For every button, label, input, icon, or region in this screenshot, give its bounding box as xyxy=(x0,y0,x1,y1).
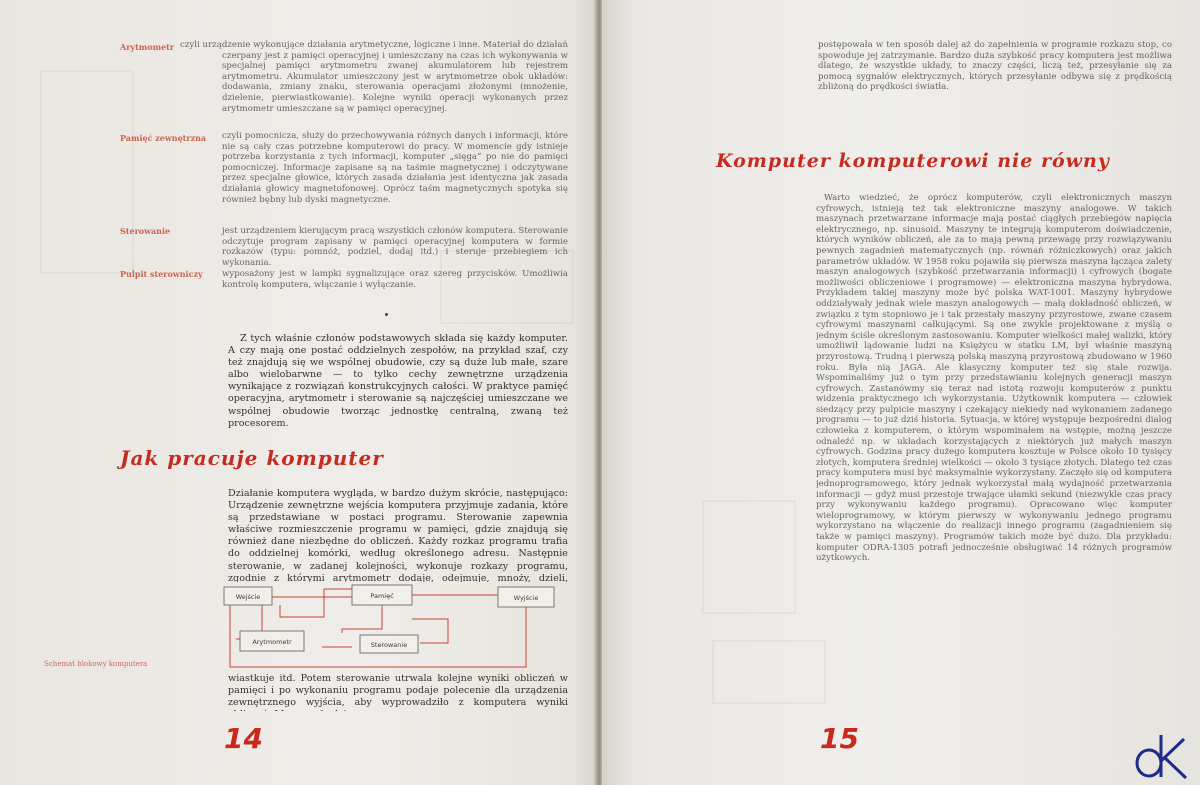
separator-dot xyxy=(385,313,388,316)
definition-pamiec-zewnetrzna: czyli pomocnicza, służy do przechowywania różnych danych i informacji, które nie są cały czas potrzebne komputerowi do pracy. W momencie gdy istnieje potrzeba korzystania z tych informacji, komputer „sięga” po nie do pamięci pomocniczej. Informacje zapisane są na taśmie magnetycznej i odczytywane przez specjalne głowice, których zasada działania jest identyczna jak zasada działania głowicy magnetofonowej. Oprócz taśm magnetycznych spotyka się również bębny lub dyski magnetyczne. xyxy=(222,131,568,205)
box-input-label: Wejście xyxy=(235,593,261,601)
section-body-right: Warto wiedzieć, że oprócz komputerów, czyli elektronicznych maszyn cyfrowych, istnieją też tak elektroniczne maszyny analogowe. W takich maszynach przetwarzane informacje mają postać ciągłych przebiegów napięcia elektrycznego, np. sinusoid. Maszyny te integrują komputerom doświadczenie, których wyników obliczeń, ale za to mają pewną przewagę przy rozwiązywaniu pewnych zagadnień matematycznych (np. równań różniczkowych) oraz jakich parametrów układów. W 1958 roku pojawiła się pierwsza maszyna łącząca zalety maszyn analogowych (szybkość przetwarzania informacji) i cyfrowych (bogate możliwości obliczeniowe i programowe) — elektroniczna maszyna hybrydowa. Przykładem takiej maszyny może być polska WAT-1001. Maszyny hybrydowe oddziaływały jednak wiele maszyn analogowych — małą dokładność obliczeń, w związku z tym stopniowo je i tak przestały maszyny przyrostowe, zwane czasem cyfrowymi maszynami całkującymi. Są one zwykle projektowane z myślą o jednym ściśle określonym zastosowaniu. Komputer wielkości małej walizki, który umożliwił lądowanie ludzi na Księżycu w statku LM, był właśnie maszyną przyrostową. Trudną i pierwszą polską maszyną przyrostową zbudowano w 1960 roku. Była nią JAGA. Ale klasyczny komputer też się stale rozwija. Wspominaliśmy już o tym przy przedstawianiu kolejnych generacji maszyn cyfrowych. Zastanówmy się teraz nad istotą rozwoju komputerów z punktu widzenia praktycznego ich wykorzystania. Użytkownik komputera — człowiek siedzący przy pulpicie maszyny i czekający niekiedy nad wykonaniem zadanego programu — to już dziś historia. Sytuacja, w której występuje bezpośredni dialog człowieka z komputerem, o którym wspominałem na wstępie, możną jeszcze odnaleźć np. w układach korzystających z niektórych już małych maszyn cyfrowych. Godzina pracy dużego komputera kosztuje w Polsce około 10 tysięcy złotych, komputera średniej wielkości — około 3 tysiące złotych. Dlatego też czas pracy komputera musi być maksymalnie wykorzystany. Zaczęło się od komputera jednoprogramowego, który jednak wykorzystał małą wydajność przetwarzania informacji — gdyż musi przestoje trwające ułamki sekund (niezwykle czas pracy przy wykonywaniu każdego programu). Opracowano więc komputer wieloprogramowy, w którym pierwszy w wykonywaniu jednego programu wykorzystano na włączenie do realizacji innego programu (zagadnieniem się także w pamięci maszyny). Programów takich może być dużo. Dla przykładu: komputer ODRA-1305 potrafi jednocześnie obsługiwać 14 różnych programów użytkowych. xyxy=(816,193,1172,564)
term-pulpit-sterowniczy: Pulpit sterowniczy xyxy=(120,269,203,279)
box-alu-label: Arytmometr xyxy=(252,638,292,646)
section-body-part-2: wiastkuje itd. Potem sterowanie utrwala kolejne wyniki obliczeń w pamięci i po wykonaniu programu podaje polecenie dla urządzenia zewnętrznego wyjścia, aby wyprowadziło z komputera wyniki xyxy=(228,673,568,709)
section-title-komputer-komputerowi: Komputer komputerowi nie równy xyxy=(716,150,1110,172)
term-sterowanie: Sterowanie xyxy=(120,226,171,236)
box-memory-label: Pamięć xyxy=(370,592,394,600)
diagram-caption: Schemat blokowy komputera xyxy=(44,660,148,668)
page-number-left: 14 xyxy=(224,722,263,755)
box-output-label: Wyjście xyxy=(513,594,539,602)
definition-arytmometr: czyli urządzenie wykonujące działania arytmetyczne, logiczne i inne. Materiał do działań czerpany jest z pamięci operacyjnej i umieszczany na czas ich wykonywania w specjalnej pamięci arytmometru zwanej akumulatorem lub rejestrem arytmometru. Akumulator umieszczony jest w arytmometrze obok układów: dodawania, zmiany znaku, sterowania operacjami złożonymi (mnożenie, dzielenie, pierwiastkowanie). Kolejne wyniki operacji wykonanych przez arytmometr umieszczane są w pamięci operacyjnej. xyxy=(180,40,568,114)
definition-pulpit-sterowniczy: wyposażony jest w lampki sygnalizujące oraz szereg przycisków. Umożliwia kontrolę komputera, włączanie i wyłączanie. xyxy=(222,269,568,290)
left-page xyxy=(0,0,596,785)
section-body-part-1: Działanie komputera wygląda, w bardzo dużym skrócie, następująco: Urządzenie zewnętrzne wejścia komputera przyjmuje zadania, które są przedstawiane w postaci programu. Sterowanie zapewnia właściwe rozmieszczenie programu w pamięci, gdzie znajdują się również dane niezbędne do obliczeń. Każdy rozkaz programu trafia do oddzielnej komórki, według określonego adresu. Następnie sterowanie, w zadanej kolejności, wykonuje rozkazy programu, zgodnie z którymi arytmometr dodaje, odejmuje, mnoży, dzieli, xyxy=(228,488,568,582)
show-through-illustration xyxy=(712,640,826,704)
box-control-label: Sterowanie xyxy=(370,641,408,649)
arrow-feedback xyxy=(280,589,352,617)
show-through-illustration xyxy=(702,500,796,614)
top-continuation-text: postępowała w ten sposób dalej aż do zapełnienia w programie rozkazu stop, co spowoduje jej zatrzymanie. Bardzo duża szybkość pracy komputera jest możliwa dlatego, że wszystkie układy, to znaczy części, liczą też, przesyłanie się za pomocą sygnałów elektrycznych, których przesyłanie odbywa się z prędkością zbliżoną do prędkości światła. xyxy=(818,40,1172,93)
summary-paragraph: Z tych właśnie członów podstawowych składa się każdy komputer. A czy mają one postać oddzielnych zespołów, na przykład szaf, czy też znajdują się we wspólnej obudowie, czy są duże lub małe, szare albo wielobarwne — to tylko cechy zewnętrzne urządzenia wynikające z rozwiązań konstrukcyjnych całości. W praktyce pamięć operacyjna, arytmometr i sterowanie są najczęściej umieszczane we wspólnej obudowie tworząc jednostkę centralną, zwaną też procesorem. xyxy=(228,333,568,429)
arrow-memory-alu xyxy=(342,603,382,633)
term-arytmometr: Arytmometr xyxy=(120,42,175,52)
dk-logo xyxy=(1132,731,1190,781)
show-through-illustration xyxy=(40,70,134,274)
block-diagram xyxy=(222,581,570,671)
logo-text: dk xyxy=(1132,731,1134,732)
definition-sterowanie: jest urządzeniem kierującym pracą wszystkich członów komputera. Sterowanie odczytuje program zapisany w pamięci operacyjnej komputera w formie rozkazów (typu: pomnóż, podziel, dodaj itd.) i steruje przebiegiem ich wykonania. xyxy=(222,226,568,268)
section-title-jak-pracuje: Jak pracuje komputer xyxy=(120,446,384,470)
term-pamiec-zewnetrzna: Pamięć zewnętrzna xyxy=(120,133,207,143)
page-number-right: 15 xyxy=(820,722,859,755)
right-page xyxy=(602,0,1200,785)
